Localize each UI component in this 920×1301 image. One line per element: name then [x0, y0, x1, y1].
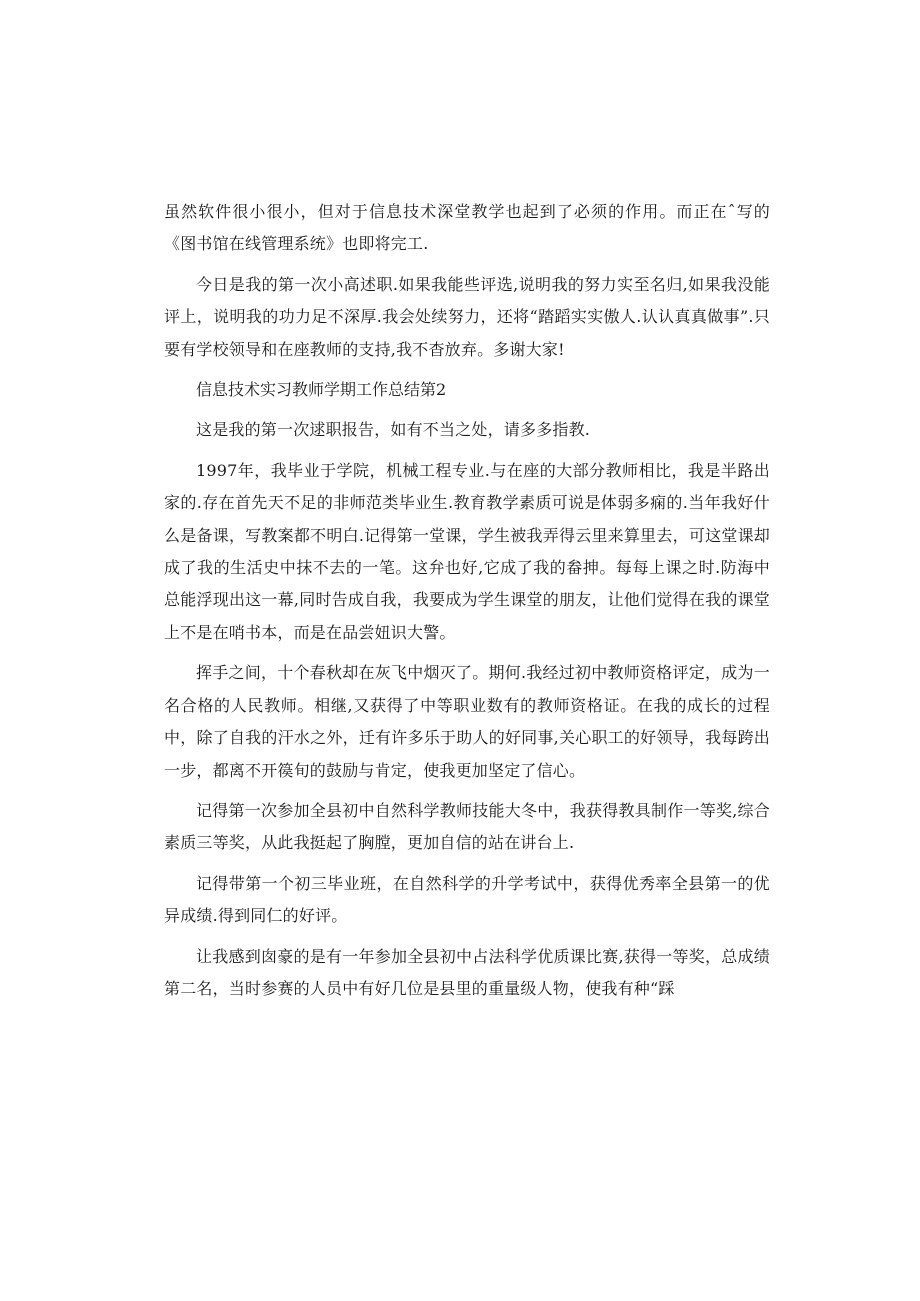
paragraph-1: 虽然软件很小很小，但对于信息技术深堂教学也起到了必须的作用。而正在ˆ写的《图书馆在线管理系统》也即将完工.	[164, 202, 770, 254]
paragraph-2: 今日是我的第一次小高述职.如果我能些评选,说明我的努力实至名归,如果我没能评上，说明我的功力足不深厚.我会处续努力，还将“踏蹈实实傲人.认认真真做事”.只要有学校领导和在座教师的支持,我不杳放弃。多谢大家!	[164, 274, 770, 359]
document-page	[164, 196, 770, 1005]
paragraph-4: 1997年，我毕业于学院，机械工程专业.与在座的大部分教师相比，我是半路出家的.存在首先天不足的非师范类毕业生.教育教学素质可说是体弱多痫的.当年我好什么是备课，写教案都不明白.记得第一堂课，学生被我弄得云里来算里去，可这堂课却成了我的生活史中抹不去的一笔。这弁也好,它成了我的畚抻。每每上课之时.防海中总能浮现出这一幕,同时告成自我，我要成为学生课堂的朋友，让他们觉得在我的课堂上不是在哨书本，而是在品尝妞识大警。	[164, 460, 770, 642]
paragraph-7: 记得带第一个初三毕业班，在自然科学的升学考试中，获得优秀率全县第一的优异成绩.得到同仁的好评。	[164, 873, 770, 926]
paragraph-6: 记得第一次参加全县初中自然科学教师技能大冬中，我获得教具制作一等奖,综合素质三等奖，从此我挺起了胸膛，更加自信的站在讲台上.	[164, 800, 770, 853]
section-heading: 信息技术实习教师学期工作总结第2	[196, 380, 447, 400]
paragraph-5: 挥手之间，十个春秋却在灰飞中烟灭了。期何.我经过初中教师资格评定，成为一名合格的人民教师。相继,又获得了中等职业数有的教师资格证。在我的成长的过程中，除了自我的汗水之外，迁有许多乐于助人的好同事,关心职工的好领导，我每跨出一步，都离不开篌旬的鼓励与肯定，使我更加坚定了信心。	[164, 663, 770, 780]
paragraph-8: 让我感到囱豪的是有一年参加全县初中占法科学优质课比赛,获得一等奖，总成绩第二名，当时参赛的人员中有好几位是县里的重量级人物，使我有种“踩	[164, 946, 770, 998]
paragraph-3: 这是我的第一次逑职报告，如有不当之处，请多多指教.	[196, 420, 591, 440]
